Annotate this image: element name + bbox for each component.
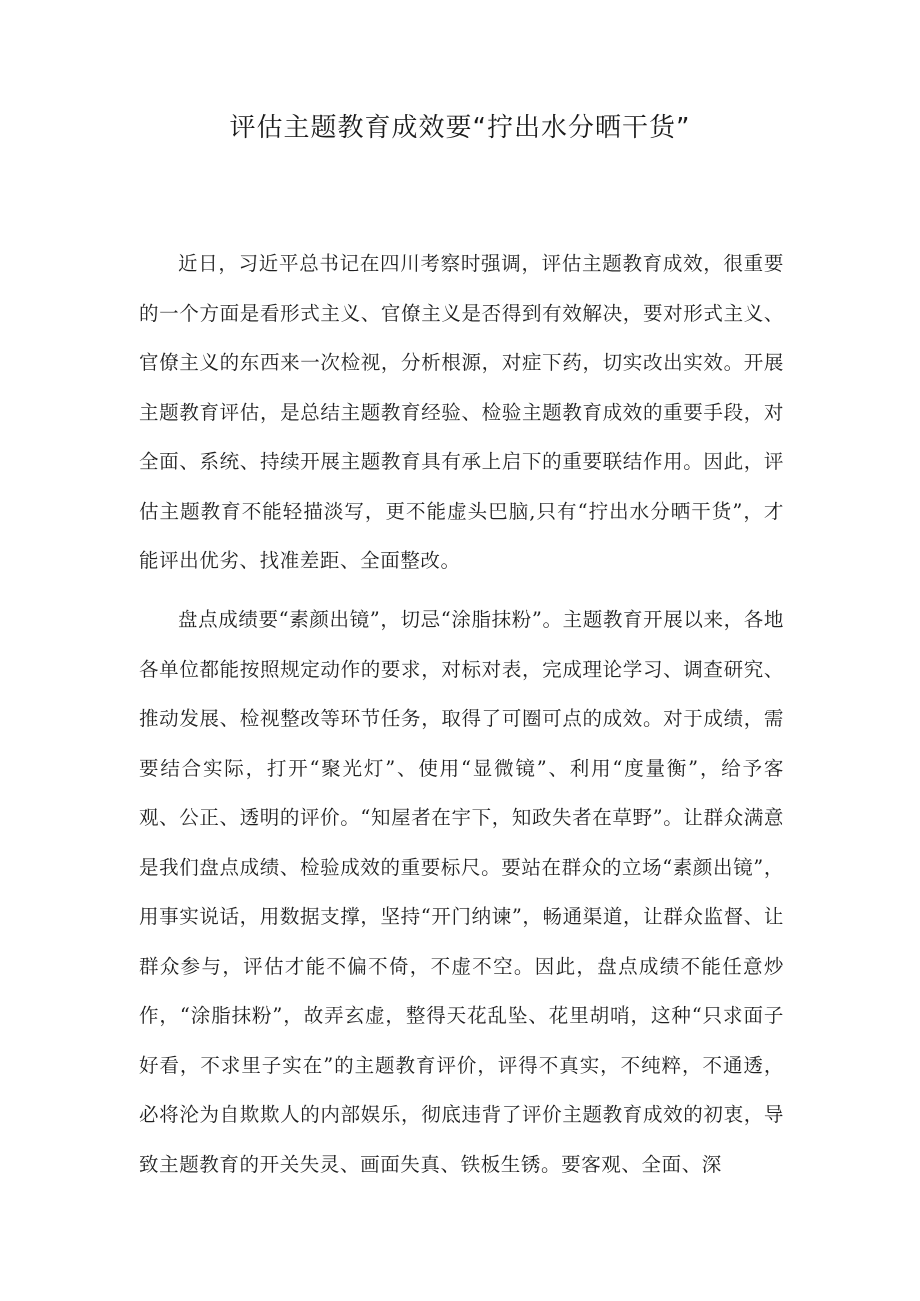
paragraph-1: 近日，习近平总书记在四川考察时强调，评估主题教育成效，很重要的一个方面是看形式主义、官僚主义是否得到有效解决，要对形式主义、官僚主义的东西来一次检视，分析根源，对症下药，切实改出实效。开展主题教育评估，是总结主题教育经验、检验主题教育成效的重要手段，对全面、系统、持续开展主题教育具有承上启下的重要联结作用。因此，评估主题教育不能轻描淡写，更不能虚头巴脑,只有“拧出水分晒干货”，才能评出优劣、找准差距、全面整改。 [139,252,784,572]
document-title: 评估主题教育成效要“拧出水分晒干货” [229,113,691,143]
paragraph-2: 盘点成绩要“素颜出镜”，切忌“涂脂抹粉”。主题教育开展以来，各地各单位都能按照规定动作的要求，对标对表，完成理论学习、调查研究、推动发展、检视整改等环节任务，取得了可圈可点的成效。对于成绩，需要结合实际，打开“聚光灯”、使用“显微镜”、利用“度量衡”，给予客观、公正、透明的评价。“知屋者在宇下，知政失者在草野”。让群众满意是我们盘点成绩、检验成效的重要标尺。要站在群众的立场“素颜出镜”，用事实说话，用数据支撑，坚持“开门纳谏”，畅通渠道，让群众监督、让群众参与，评估才能不偏不倚，不虚不空。因此，盘点成绩不能任意炒作，“涂脂抹粉”，故弄玄虚，整得天花乱坠、花里胡哨，这种“只求面子好看，不求里子实在”的主题教育评价，评得不真实，不纯粹，不通透，必将沦为自欺欺人的内部娱乐，彻底违背了评价主题教育成效的初衷，导致主题教育的开关失灵、画面失真、铁板生锈。要客观、全面、深 [139,608,784,1176]
